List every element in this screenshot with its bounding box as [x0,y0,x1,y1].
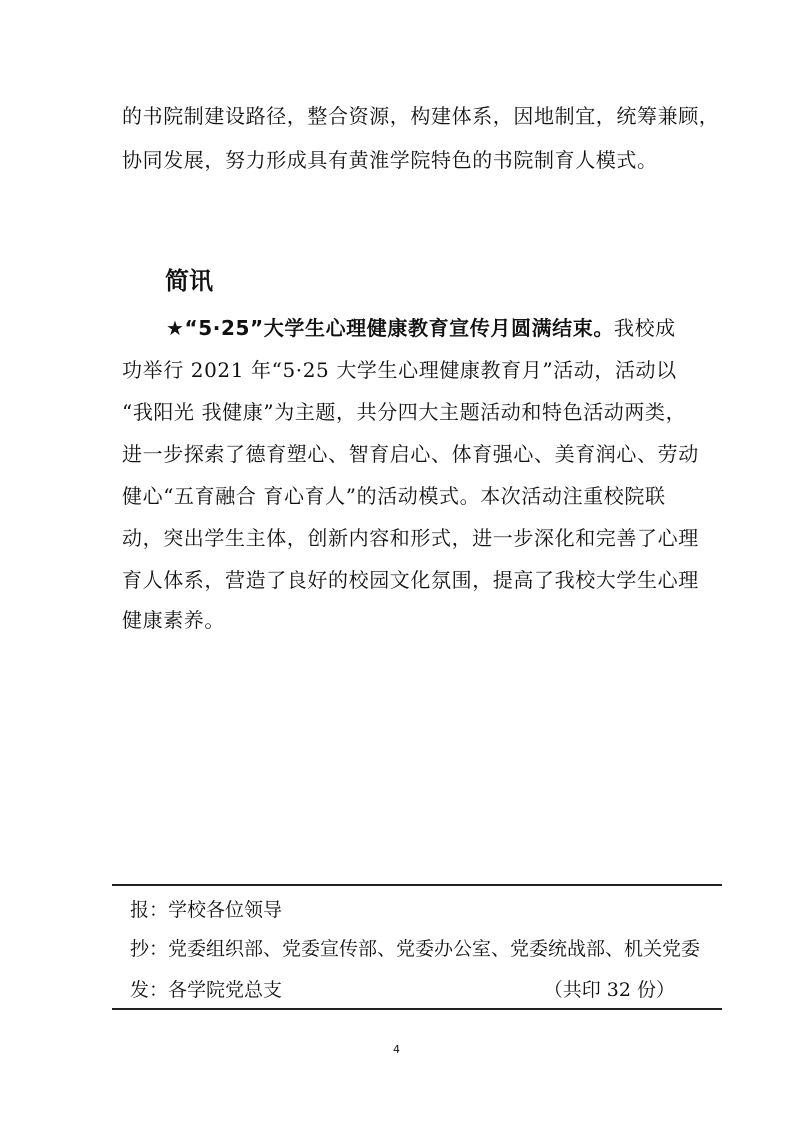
news-line-2: 功举行 2021 年“5·25 大学生心理健康教育月”活动，活动以 [122,358,677,382]
page-number: 4 [393,1043,400,1056]
distribution-top-rule [112,884,722,886]
print-copies: （共印 32 份） [543,979,675,1001]
news-headline: ★“5·25”大学生心理健康教育宣传月圆满结束。 [166,316,614,340]
news-line-3: “我阳光 我健康”为主题，共分四大主题活动和特色活动两类， [122,400,687,424]
distribution-report: 报：学校各位领导 [130,899,283,921]
intro-line-2: 协同发展，努力形成具有黄淮学院特色的书院制育人模式。 [122,148,658,172]
distribution-bottom-rule [112,1008,722,1010]
distribution-copy: 抄：党委组织部、党委宣传部、党委办公室、党委统战部、机关党委 [130,938,701,960]
news-line-6: 动，突出学生主体，创新内容和形式，进一步深化和完善了心理 [122,526,699,550]
intro-line-1: 的书院制建设路径，整合资源，构建体系，因地制宜，统筹兼顾， [122,104,720,128]
news-first-line-rest: 我校成 [613,316,676,340]
distribution-issue: 发：各学院党总支 [130,979,283,1001]
news-line-4: 进一步探索了德育塑心、智育启心、体育强心、美育润心、劳动 [122,442,699,466]
news-line-8: 健康素养。 [122,608,225,632]
section-title: 简讯 [165,267,213,295]
news-first-line [166,316,676,340]
news-line-7: 育人体系，营造了良好的校园文化氛围，提高了我校大学生心理 [122,568,699,592]
news-line-5: 健心“五育融合 育心育人”的活动模式。本次活动注重校院联 [122,484,666,508]
